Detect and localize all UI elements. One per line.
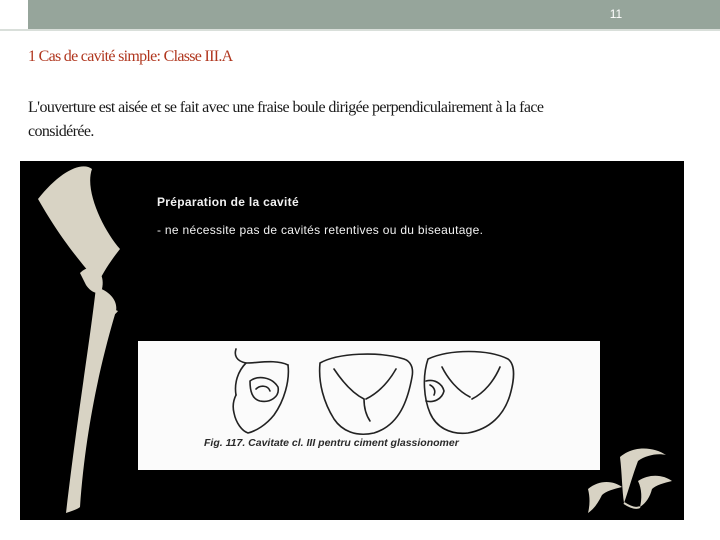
ornament-left-icon [20, 161, 140, 520]
figure-caption: Fig. 117. Cavitate cl. III pentru ciment glassionomer [204, 437, 459, 449]
top-bar-left-block [0, 0, 28, 29]
page-number: 11 [609, 7, 623, 21]
slide-body-text [28, 96, 688, 144]
figure-title: Préparation de la cavité [157, 195, 299, 209]
body-line-1: L'ouverture est aisée et se fait avec une fraise boule dirigée perpendiculairement à la face [28, 99, 544, 116]
figure-note: - ne nécessite pas de cavités retentives ou du biseautage. [157, 223, 484, 237]
slide-heading: 1 Cas de cavité simple: Classe III.A [28, 48, 233, 65]
figure-panel [20, 161, 684, 520]
body-line-2: considérée. [28, 123, 94, 140]
tooth-drawing-icon [138, 341, 600, 470]
tooth-illustration [138, 341, 600, 470]
top-bar-accent-line [0, 29, 720, 31]
